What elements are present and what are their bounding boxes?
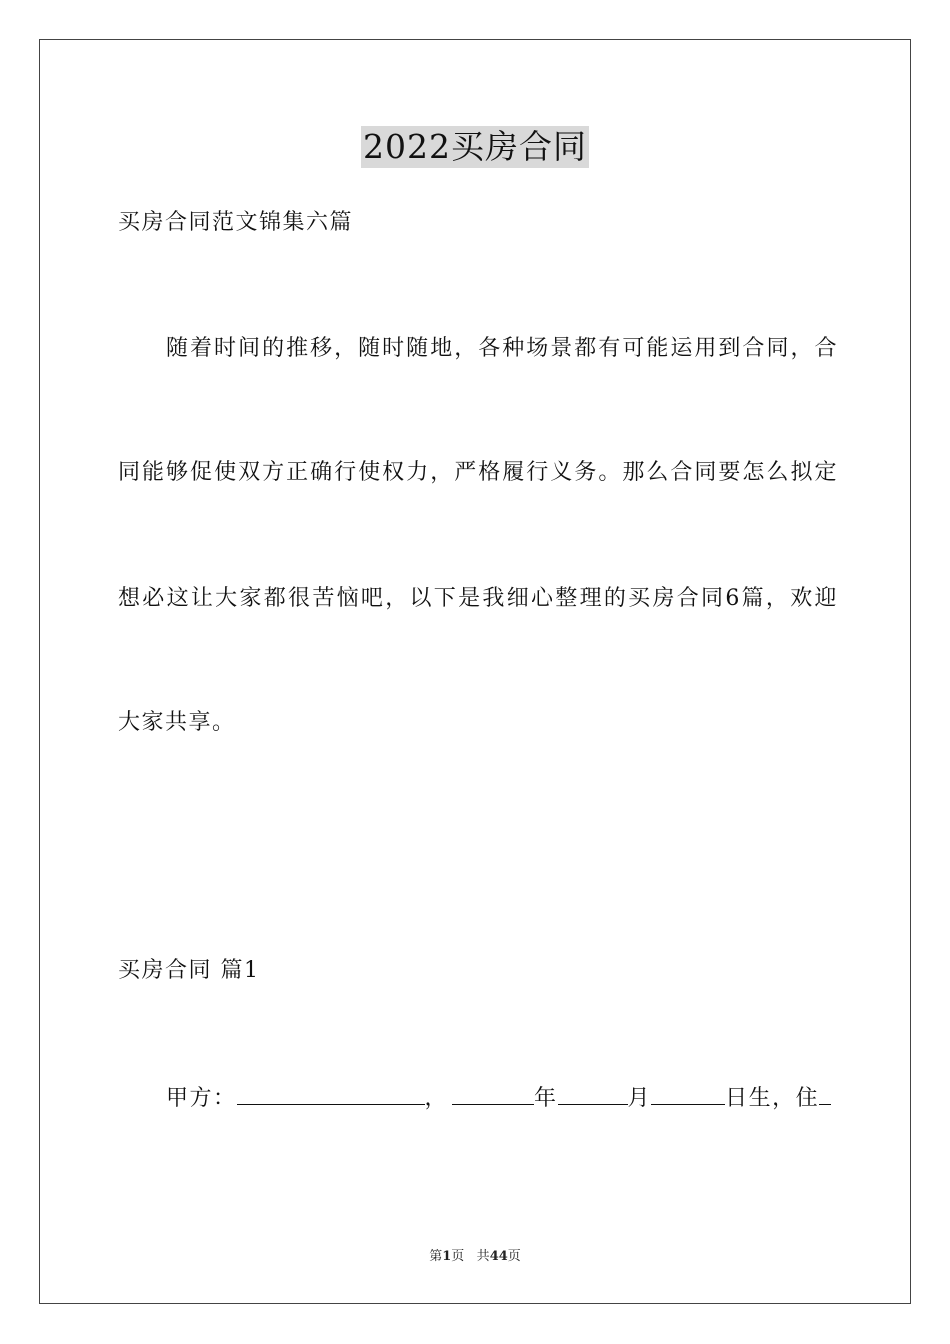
party-a-name-blank: [237, 1082, 425, 1105]
party-a-label: 甲方：: [166, 1086, 237, 1111]
party-a-day-blank: [651, 1082, 725, 1105]
party-a-line: [166, 1082, 838, 1114]
footer-page-number: 1: [442, 1249, 452, 1264]
intro-line-4: 大家共享。: [118, 710, 236, 735]
page-footer: [0, 1248, 950, 1266]
footer-page-suffix: 页: [451, 1249, 465, 1264]
footer-page-prefix: 第: [429, 1249, 443, 1264]
section-heading: 买房合同 篇1: [118, 958, 260, 983]
party-a-year-label: 年: [534, 1086, 558, 1111]
party-a-year-blank: [452, 1082, 534, 1105]
footer-total-prefix: 共: [476, 1249, 490, 1264]
footer-total-suffix: 页: [507, 1249, 521, 1264]
party-a-month-blank: [558, 1082, 628, 1105]
footer-total-pages: 44: [489, 1249, 508, 1264]
intro-line-1: 随着时间的推移，随时随地，各种场景都有可能运用到合同，合: [166, 336, 838, 361]
party-a-address-blank: [819, 1082, 831, 1105]
document-subtitle: 买房合同范文锦集六篇: [118, 210, 354, 235]
title-container: [0, 126, 950, 168]
party-a-month-label: 月: [627, 1086, 652, 1111]
party-a-comma: ，: [424, 1086, 449, 1111]
intro-line-2: 同能够促使双方正确行使权力，严格履行义务。那么合同要怎么拟定: [118, 460, 838, 485]
party-a-born-label: 日生，住: [725, 1086, 820, 1111]
document-title: 2022买房合同: [363, 127, 587, 166]
intro-line-3: 想必这让大家都很苦恼吧，以下是我细心整理的买房合同6篇，欢迎: [118, 586, 838, 611]
